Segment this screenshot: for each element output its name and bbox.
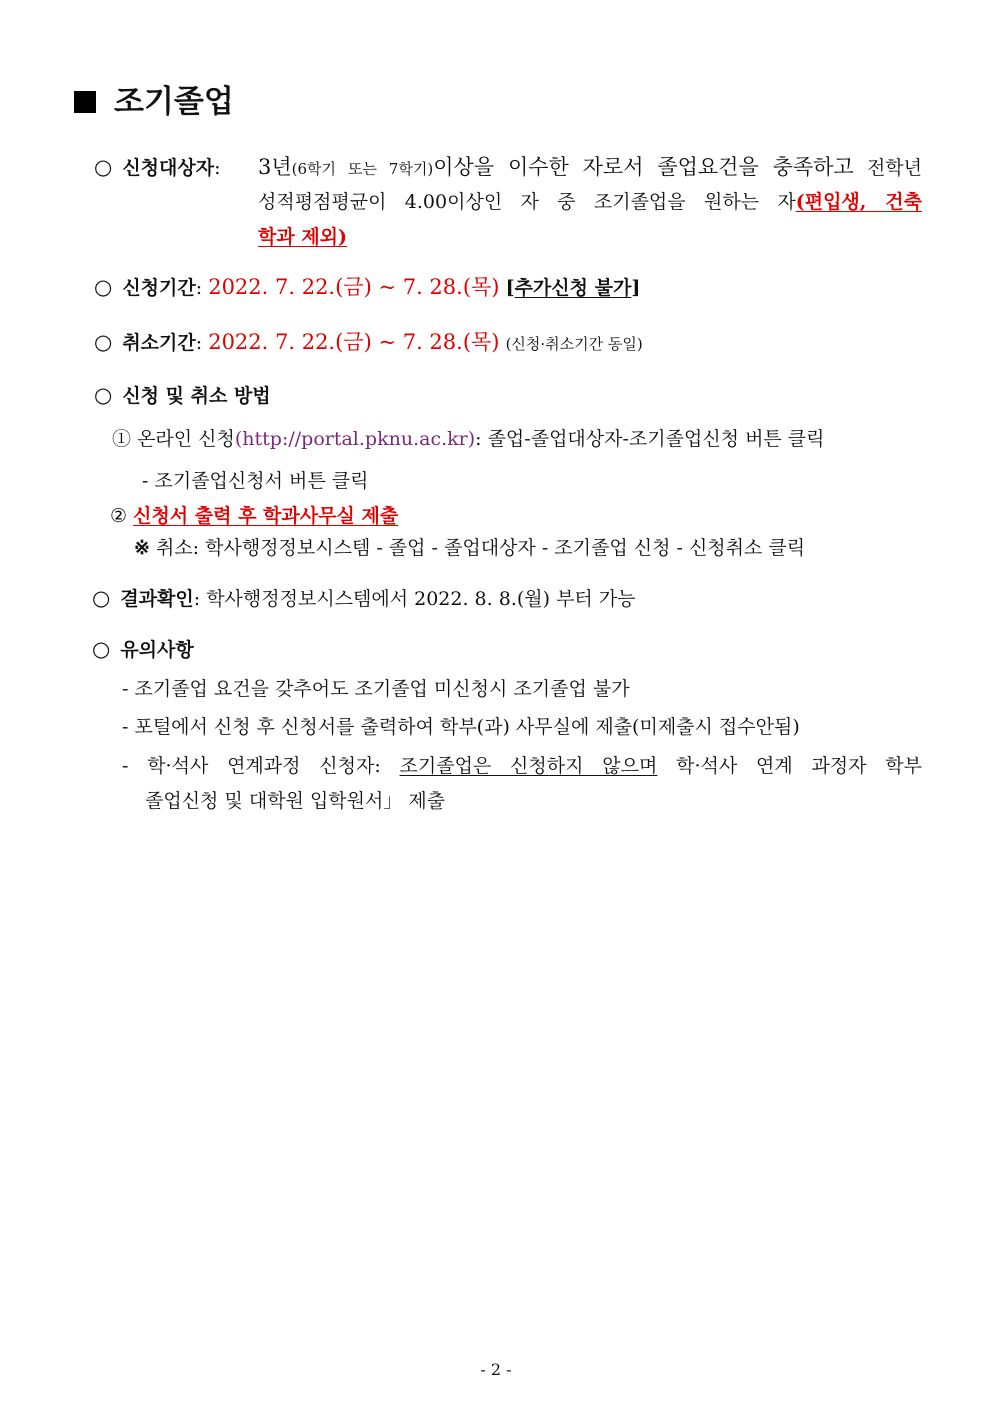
- target-line-2: 성적평점평균이 4.00이상인 자 중 조기졸업을 원하는 자(편입생, 건축: [258, 191, 922, 213]
- method-step-2: ② 신청서 출력 후 학과사무실 제출: [110, 505, 399, 527]
- notes-row: ○ 유의사항: [92, 637, 194, 661]
- target-line-3: 학과 제외): [258, 226, 348, 248]
- apply-period-row: ○ 신청기간: 2022. 7. 22.(금) ~ 7. 28.(목) [추가신청 불가]: [94, 275, 641, 299]
- method-cancel-row: ※ 취소: 학사행정정보시스템 - 졸업 - 졸업대상자 - 조기졸업 신청 - 신청취소 클릭: [134, 537, 806, 559]
- circle-bullet-icon: ○: [94, 383, 113, 407]
- apply-period-dates: 2022. 7. 22.(금) ~ 7. 28.(목): [208, 275, 500, 299]
- method-step-1: ① 온라인 신청(http://portal.pknu.ac.kr): 졸업-졸업대상자-조기졸업신청 버튼 클릭: [112, 428, 825, 450]
- method-row: ○ 신청 및 취소 방법: [94, 383, 271, 407]
- note-3: - 학·석사 연계과정 신청자: 조기졸업은 신청하지 않으며 학·석사 연계 과정자 학부: [122, 755, 922, 777]
- cancel-period-dates: 2022. 7. 22.(금) ~ 7. 28.(목): [208, 330, 500, 354]
- section-title: 조기졸업: [74, 80, 234, 124]
- circle-bullet-icon: ○: [94, 330, 113, 354]
- reference-mark-icon: ※: [134, 537, 150, 559]
- circle-bullet-icon: ○: [94, 155, 113, 179]
- method-step-1-sub: - 조기졸업신청서 버튼 클릭: [142, 470, 369, 492]
- portal-link[interactable]: (http://portal.pknu.ac.kr): [234, 428, 476, 450]
- circle-bullet-icon: ○: [92, 637, 111, 661]
- note-3-line-2: 졸업신청 및 대학원 입학원서」 제출: [145, 790, 446, 812]
- result-row: ○ 결과확인: 학사행정정보시스템에서 2022. 8. 8.(월) 부터 가능: [92, 586, 636, 610]
- cancel-period-note: (신청·취소기간 동일): [505, 335, 643, 353]
- circle-bullet-icon: ○: [94, 275, 113, 299]
- apply-period-note: 추가신청 불가: [514, 277, 632, 299]
- note-2: - 포털에서 신청 후 신청서를 출력하여 학부(과) 사무실에 제출(미제출시 접수안됨): [122, 716, 800, 738]
- target-line-1: 3년(6학기 또는 7학기)이상을 이수한 자로서 졸업요건을 충족하고 전학년: [258, 155, 922, 179]
- note-1: - 조기졸업 요건을 갖추어도 조기졸업 미신청시 조기졸업 불가: [122, 678, 630, 700]
- square-bullet-icon: [74, 91, 96, 113]
- circle-bullet-icon: ○: [92, 586, 111, 610]
- target-label-row: ○ 신청대상자:: [94, 155, 221, 179]
- page-number: - 2 -: [480, 1360, 512, 1379]
- target-label: 신청대상자: [122, 157, 215, 179]
- cancel-period-row: ○ 취소기간: 2022. 7. 22.(금) ~ 7. 28.(목) (신청·취소기간 동일): [94, 330, 643, 354]
